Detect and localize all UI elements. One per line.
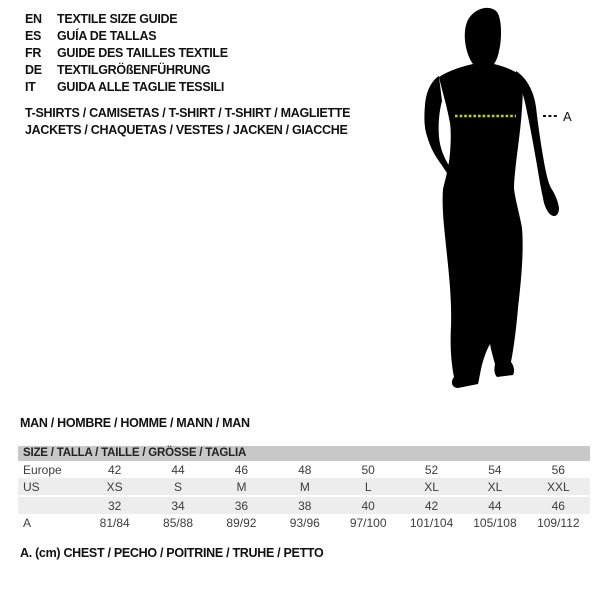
language-list bbox=[25, 10, 228, 95]
size-cell: 42 bbox=[108, 462, 122, 477]
size-cell: 44 bbox=[171, 462, 185, 477]
size-cell: XXL bbox=[546, 479, 570, 494]
row-label: US bbox=[23, 479, 40, 494]
language-code: IT bbox=[25, 79, 36, 94]
language-row bbox=[25, 27, 228, 44]
size-cell: 36 bbox=[234, 498, 249, 513]
size-cell: 101/104 bbox=[409, 515, 454, 530]
language-label: TEXTILE SIZE GUIDE bbox=[57, 11, 178, 26]
size-cell: 38 bbox=[298, 498, 312, 513]
product-line-tshirts: T-SHIRTS / CAMISETAS / T-SHIRT / T-SHIRT / MAGLIETTE bbox=[25, 106, 351, 120]
size-cell: 44 bbox=[488, 498, 502, 513]
size-cell: M bbox=[299, 479, 310, 494]
language-label: TEXTILGRÖßENFÜHRUNG bbox=[57, 62, 211, 77]
table-row-us bbox=[18, 478, 590, 495]
man-silhouette-icon bbox=[410, 0, 600, 400]
size-cell: 85/88 bbox=[163, 515, 194, 530]
size-cell: 52 bbox=[424, 462, 439, 477]
size-cell: 54 bbox=[488, 462, 502, 477]
language-code: EN bbox=[25, 11, 42, 26]
language-label: GUÍA DE TALLAS bbox=[57, 28, 157, 43]
size-cell: 89/92 bbox=[226, 515, 257, 530]
row-label: Europe bbox=[23, 462, 62, 477]
measurement-footnote: A. (cm) CHEST / PECHO / POITRINE / TRUHE / PETTO bbox=[20, 546, 324, 560]
table-row-chest-a bbox=[18, 514, 590, 531]
table-row-us-numeric bbox=[18, 495, 590, 514]
size-table-header: SIZE / TALLA / TAILLE / GRÖSSE / TAGLIA bbox=[18, 446, 590, 461]
man-body-shape bbox=[439, 8, 523, 388]
row-label: A bbox=[23, 515, 32, 530]
size-cell: XS bbox=[106, 479, 123, 494]
size-cell: 42 bbox=[424, 498, 439, 513]
section-title-man: MAN / HOMBRE / HOMME / MANN / MAN bbox=[20, 416, 250, 430]
language-label: GUIDA ALLE TAGLIE TESSILI bbox=[57, 79, 225, 94]
man-figure bbox=[410, 0, 600, 400]
product-type-lines bbox=[25, 106, 350, 140]
size-cell: 105/108 bbox=[473, 515, 517, 530]
size-table bbox=[18, 446, 590, 531]
size-cell: XL bbox=[424, 479, 439, 494]
size-cell: 93/96 bbox=[289, 515, 320, 530]
size-cell: 32 bbox=[108, 498, 122, 513]
language-row bbox=[25, 10, 228, 27]
size-cell: 97/100 bbox=[349, 515, 387, 530]
measure-label-a: A bbox=[563, 109, 572, 124]
size-cell: 40 bbox=[361, 498, 375, 513]
table-row-europe bbox=[18, 461, 590, 478]
size-cell: L bbox=[364, 479, 372, 494]
size-cell: 46 bbox=[551, 498, 565, 513]
language-code: ES bbox=[25, 28, 42, 43]
size-cell: 46 bbox=[234, 462, 249, 477]
language-row bbox=[25, 44, 228, 61]
size-cell: 48 bbox=[298, 462, 312, 477]
language-row bbox=[25, 78, 228, 95]
language-code: DE bbox=[25, 62, 42, 77]
size-cell: S bbox=[174, 479, 183, 494]
size-cell: 34 bbox=[171, 498, 185, 513]
size-cell: 109/112 bbox=[537, 515, 580, 530]
size-cell: M bbox=[236, 479, 247, 494]
language-code: FR bbox=[25, 45, 42, 60]
language-row bbox=[25, 61, 228, 78]
size-cell: 50 bbox=[361, 462, 375, 477]
product-line-jackets: JACKETS / CHAQUETAS / VESTES / JACKEN / GIACCHE bbox=[25, 123, 348, 137]
size-cell: XL bbox=[487, 479, 503, 494]
language-label: GUIDE DES TAILLES TEXTILE bbox=[57, 45, 228, 60]
size-cell: 81/84 bbox=[99, 515, 130, 530]
size-cell: 56 bbox=[551, 462, 565, 477]
